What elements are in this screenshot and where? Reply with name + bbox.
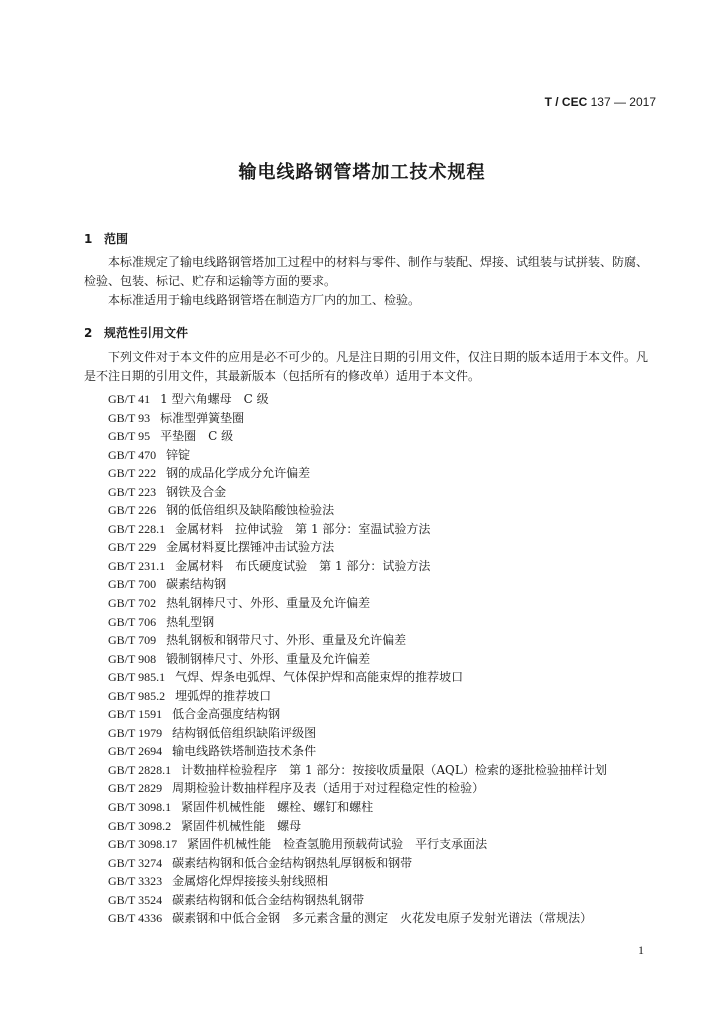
reference-title: 钢的成品化学成分允许偏差 [166, 466, 311, 481]
reference-code: GB/T 228.1 [108, 521, 166, 536]
reference-title: 计数抽样检验程序 第 1 部分：按接收质量限（AQL）检索的逐批检验抽样计划 [181, 762, 607, 777]
reference-item [108, 501, 607, 520]
reference-code: GB/T 3098.2 [108, 818, 172, 833]
reference-title: 热轧钢棒尺寸、外形、重量及允许偏差 [166, 596, 371, 611]
reference-item [108, 798, 607, 817]
reference-item [108, 650, 607, 669]
section-number: 1 [84, 232, 93, 246]
document-title: 输电线路钢管塔加工技术规程 [238, 162, 486, 183]
reference-item [108, 817, 607, 836]
reference-item [108, 520, 607, 539]
reference-item [108, 724, 607, 743]
reference-code: GB/T 700 [108, 577, 157, 592]
reference-title: 金属材料夏比摆锤冲击试验方法 [166, 540, 335, 555]
reference-title: 金属熔化焊焊接接头射线照相 [172, 874, 329, 889]
section-1-paragraph: 本标准适用于输电线路钢管塔在制造方厂内的加工、检验。 [108, 293, 421, 307]
reference-item [108, 427, 607, 446]
section-title: 范围 [104, 232, 129, 246]
reference-title: 金属材料 拉伸试验 第 1 部分：室温试验方法 [175, 521, 431, 536]
reference-item [108, 705, 607, 724]
reference-item [108, 557, 607, 576]
reference-code: GB/T 702 [108, 596, 157, 611]
reference-code: GB/T 985.1 [108, 670, 166, 685]
reference-code: GB/T 1591 [108, 707, 163, 722]
reference-code: GB/T 3323 [108, 874, 163, 889]
reference-title: 热轧钢板和钢带尺寸、外形、重量及允许偏差 [166, 633, 407, 648]
reference-title: 标准型弹簧垫圈 [160, 410, 245, 425]
reference-title: 输电线路铁塔制造技术条件 [172, 744, 317, 759]
reference-item [108, 483, 607, 502]
reference-code: GB/T 95 [108, 429, 151, 444]
reference-item [108, 613, 607, 632]
reference-item [108, 538, 607, 557]
reference-item [108, 854, 607, 873]
reference-code: GB/T 226 [108, 503, 157, 518]
reference-title: 锌锭 [166, 447, 191, 462]
reference-code: GB/T 4336 [108, 911, 163, 926]
reference-title: 1 型六角螺母 C 级 [160, 392, 269, 406]
reference-title: 锻制钢棒尺寸、外形、重量及允许偏差 [166, 651, 371, 666]
reference-title: 紧固件机械性能 螺母 [181, 818, 302, 833]
reference-code: GB/T 470 [108, 447, 157, 462]
reference-code: GB/T 223 [108, 484, 157, 499]
reference-item [108, 575, 607, 594]
reference-title: 低合金高强度结构钢 [172, 707, 281, 722]
reference-item [108, 409, 607, 428]
normative-reference-list [108, 390, 607, 928]
reference-item [108, 835, 607, 854]
reference-code: GB/T 2828.1 [108, 762, 172, 777]
reference-item [108, 891, 607, 910]
reference-title: 金属材料 布氏硬度试验 第 1 部分：试验方法 [175, 558, 431, 573]
section-2-paragraph: 下列文件对于本文件的应用是必不可少的。凡是注日期的引用文件，仅注日期的版本适用于本文件。凡是不注日期的引用文件，其最新版本（包括所有的修改单）适用于本文件。 [84, 350, 649, 383]
reference-code: GB/T 93 [108, 410, 151, 425]
reference-title: 钢铁及合金 [166, 484, 227, 499]
reference-item [108, 594, 607, 613]
reference-title: 埋弧焊的推荐坡口 [175, 688, 272, 703]
reference-code: GB/T 985.2 [108, 688, 166, 703]
reference-code: GB/T 231.1 [108, 558, 166, 573]
reference-title: 碳素结构钢和低合金结构钢热轧厚钢板和钢带 [172, 855, 413, 870]
section-1-paragraph: 本标准规定了输电线路钢管塔加工过程中的材料与零件、制作与装配、焊接、试组装与试拼装、防腐、检验、包装、标记、贮存和运输等方面的要求。 [84, 255, 649, 288]
reference-code: GB/T 229 [108, 540, 157, 555]
reference-item [108, 390, 607, 409]
section-1-heading [84, 230, 128, 247]
reference-item [108, 742, 607, 761]
reference-item [108, 872, 607, 891]
reference-title: 周期检验计数抽样程序及表（适用于对过程稳定性的检验） [172, 781, 485, 796]
reference-title: 碳素结构钢和低合金结构钢热轧钢带 [172, 892, 365, 907]
reference-code: GB/T 3098.17 [108, 837, 178, 852]
reference-title: 结构钢低倍组织缺陷评级图 [172, 725, 317, 740]
reference-item [108, 464, 607, 483]
section-2-heading [84, 324, 188, 341]
reference-title: 碳素结构钢 [166, 577, 227, 592]
standard-number: 137 — 2017 [590, 95, 656, 109]
section-title: 规范性引用文件 [104, 326, 189, 340]
reference-item [108, 668, 607, 687]
reference-title: 平垫圈 C 级 [160, 429, 234, 444]
reference-code: GB/T 3524 [108, 892, 163, 907]
reference-title: 紧固件机械性能 螺栓、螺钉和螺柱 [181, 800, 374, 815]
reference-item [108, 761, 607, 780]
reference-title: 碳素钢和中低合金钢 多元素含量的测定 火花发电原子发射光谱法（常规法） [172, 911, 593, 926]
reference-code: GB/T 3274 [108, 855, 163, 870]
standard-code-header [545, 95, 656, 109]
reference-code: GB/T 706 [108, 614, 157, 629]
reference-code: GB/T 2829 [108, 781, 163, 796]
reference-code: GB/T 222 [108, 466, 157, 481]
page-number: 1 [638, 943, 644, 957]
reference-item [108, 779, 607, 798]
standard-code: T / CEC [544, 95, 588, 109]
reference-title: 热轧型钢 [166, 614, 215, 629]
reference-title: 气焊、焊条电弧焊、气体保护焊和高能束焊的推荐坡口 [175, 670, 464, 685]
reference-code: GB/T 709 [108, 633, 157, 648]
reference-code: GB/T 1979 [108, 725, 163, 740]
reference-code: GB/T 908 [108, 651, 157, 666]
reference-item [108, 687, 607, 706]
reference-item [108, 631, 607, 650]
reference-title: 紧固件机械性能 检查氢脆用预载荷试验 平行支承面法 [187, 837, 488, 852]
section-number: 2 [84, 326, 93, 340]
reference-code: GB/T 2694 [108, 744, 163, 759]
reference-code: GB/T 41 [108, 392, 151, 406]
reference-title: 钢的低倍组织及缺陷酸蚀检验法 [166, 503, 335, 518]
reference-item [108, 446, 607, 465]
reference-code: GB/T 3098.1 [108, 800, 172, 815]
reference-item [108, 909, 607, 928]
